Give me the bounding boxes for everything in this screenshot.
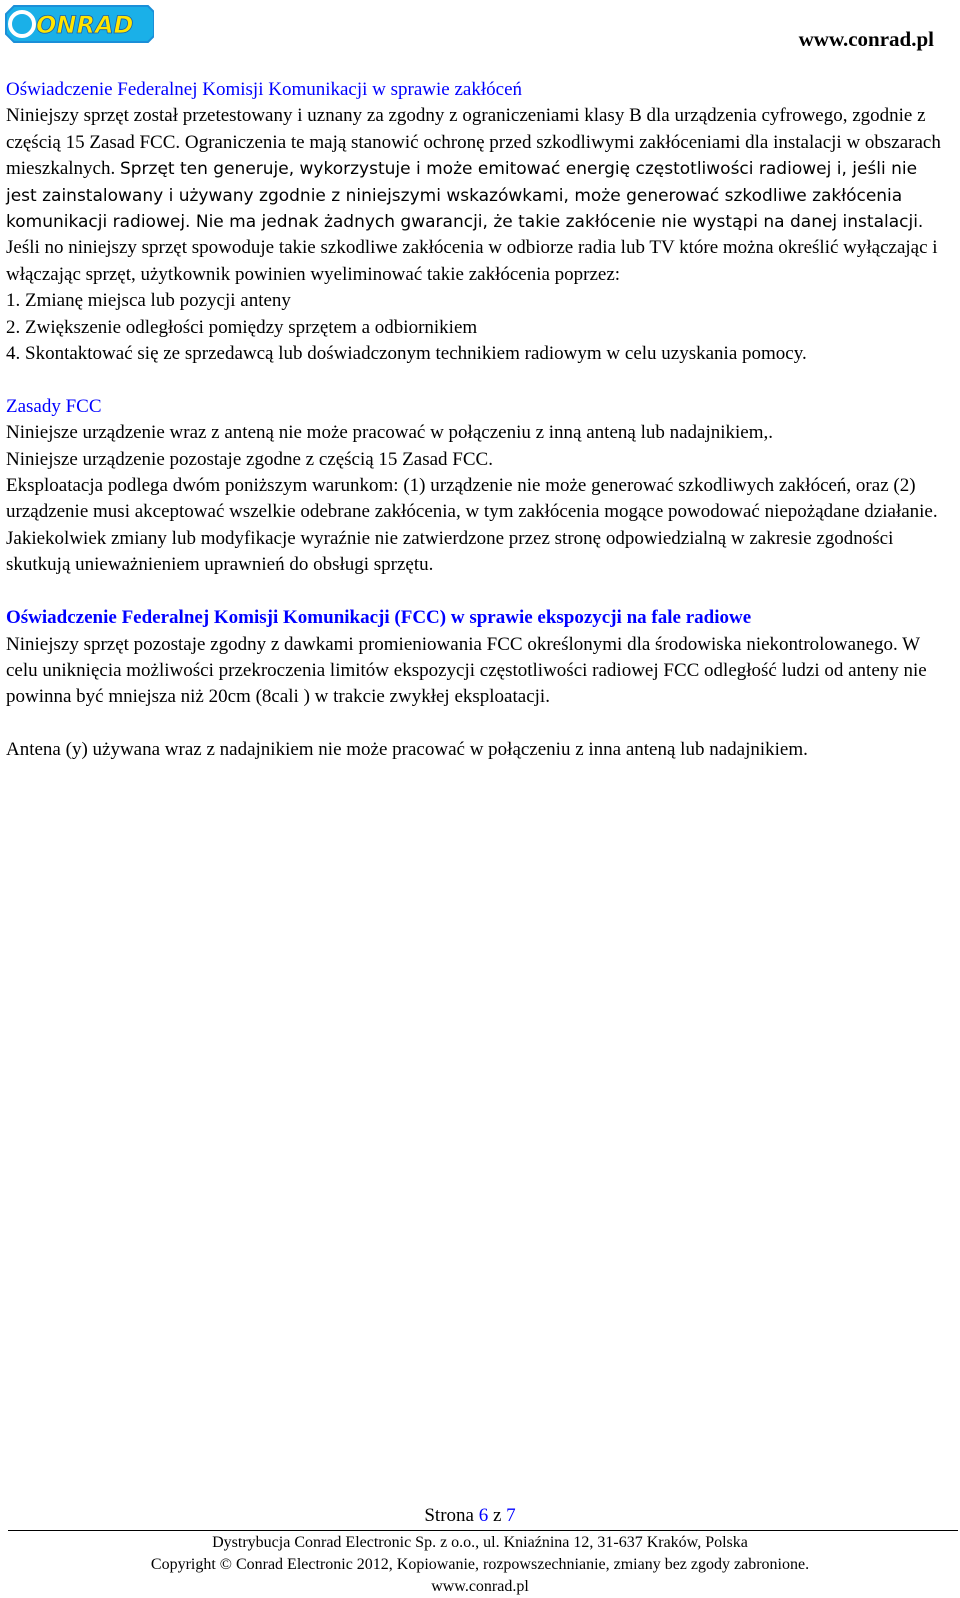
- footer-distribution: Dystrybucja Conrad Electronic Sp. z o.o., ul. Kniaźnina 12, 31-637 Kraków, Polska: [212, 1534, 748, 1551]
- paragraph: Eksploatacja podlega dwóm poniższym warunkom: (1) urządzenie nie może generować szkodliwych zakłóceń, oraz (2) urządzenie musi akceptować wszelkie odebrane zakłócenia, w tym zakłócenia mogące powodować niepożądane działanie. Jakiekolwiek zmiany lub modyfikacje wyraźnie nie zatwierdzone przez stronę odpowiedzialną w zakresie zgodności skutkują unieważnieniem uprawnień do obsługi sprzętu.: [6, 475, 938, 576]
- list-item: 1. Zmianę miejsca lub pozycji anteny: [6, 290, 291, 312]
- document-body: [6, 77, 946, 764]
- footer-site-url[interactable]: www.conrad.pl: [431, 1578, 529, 1595]
- footer: [0, 1532, 960, 1598]
- paragraph: Niniejsze urządzenie wraz z anteną nie może pracować w połączeniu z inną anteną lub nadajnikiem,.: [6, 422, 774, 444]
- list-item: 2. Zwiększenie odległości pomiędzy sprzętem a odbiornikiem: [6, 316, 478, 338]
- current-page: 6: [478, 1505, 489, 1526]
- section-heading-fcc-rules: Zasady FCC: [6, 395, 102, 417]
- interference-remedy-text: Jeśli no niniejszy sprzęt spowoduje takie szkodliwe zakłócenia w odbiorze radia lub TV które można określić wyłączając i włączając sprzęt, użytkownik powinien wyeliminować takie zakłócenia poprzez:: [6, 237, 938, 285]
- site-url[interactable]: www.conrad.pl: [798, 27, 934, 51]
- paragraph: Niniejsze urządzenie pozostaje zgodne z częścią 15 Zasad FCC.: [6, 448, 493, 470]
- interference-intro: Niniejszy sprzęt został przetestowany i uznany za zgodny z ograniczeniami klasy B dla urządzenia cyfrowego, zgodnie z częścią 15 Zasad FCC. Ograniczenia te mają stanowić ochronę przed szkodliwymi zakłóceniami dla instalacji w obszarach mieszkalnych.: [6, 105, 941, 180]
- paragraph: Antena (y) używana wraz z nadajnikiem nie może pracować w połączeniu z inna anteną lub nadajnikiem.: [6, 739, 808, 761]
- paragraph: Niniejszy sprzęt pozostaje zgodny z dawkami promieniowania FCC określonymi dla środowiska niekontrolowanego. W celu uniknięcia możliwości przekroczenia limitów ekspozycji częstotliwości radiowej FCC odległość ludzi od anteny nie powinna być mniejsza niż 20cm (8cali ) w trakcie zwykłej eksploatacji.: [6, 633, 927, 708]
- footer-divider: [8, 1530, 958, 1531]
- page-separator: z: [492, 1505, 502, 1526]
- svg-text:ONRAD: ONRAD: [36, 11, 134, 39]
- page-label: Strona: [424, 1505, 474, 1526]
- footer-copyright: Copyright © Conrad Electronic 2012, Kopiowanie, rozpowszechnianie, zmiany bez zgody zabronione.: [150, 1556, 810, 1573]
- conrad-logo: [4, 2, 154, 46]
- total-pages: 7: [506, 1505, 516, 1526]
- interference-text: Sprzęt ten generuje, wykorzystuje i może emitować energię częstotliwości radiowej i, jeśli nie jest zainstalowany i używany zgodnie z niniejszymi wskazówkami, może generować szkodliwe zakłócenia komunikacji radiowej. Nie ma jednak żadnych gwarancji, że takie zakłócenie nie wystąpi na danej instalacji.: [6, 159, 924, 233]
- section-heading-radio-exposure: Oświadczenie Federalnej Komisji Komunikacji (FCC) w sprawie ekspozycji na fale radiowe: [6, 607, 752, 629]
- section-heading-interference: Oświadczenie Federalnej Komisji Komunikacji w sprawie zakłóceń: [6, 79, 522, 100]
- page-number: [0, 1504, 940, 1528]
- list-item: 4. Skontaktować się ze sprzedawcą lub doświadczonym technikiem radiowym w celu uzyskania pomocy.: [6, 343, 807, 365]
- paragraph: [6, 103, 946, 288]
